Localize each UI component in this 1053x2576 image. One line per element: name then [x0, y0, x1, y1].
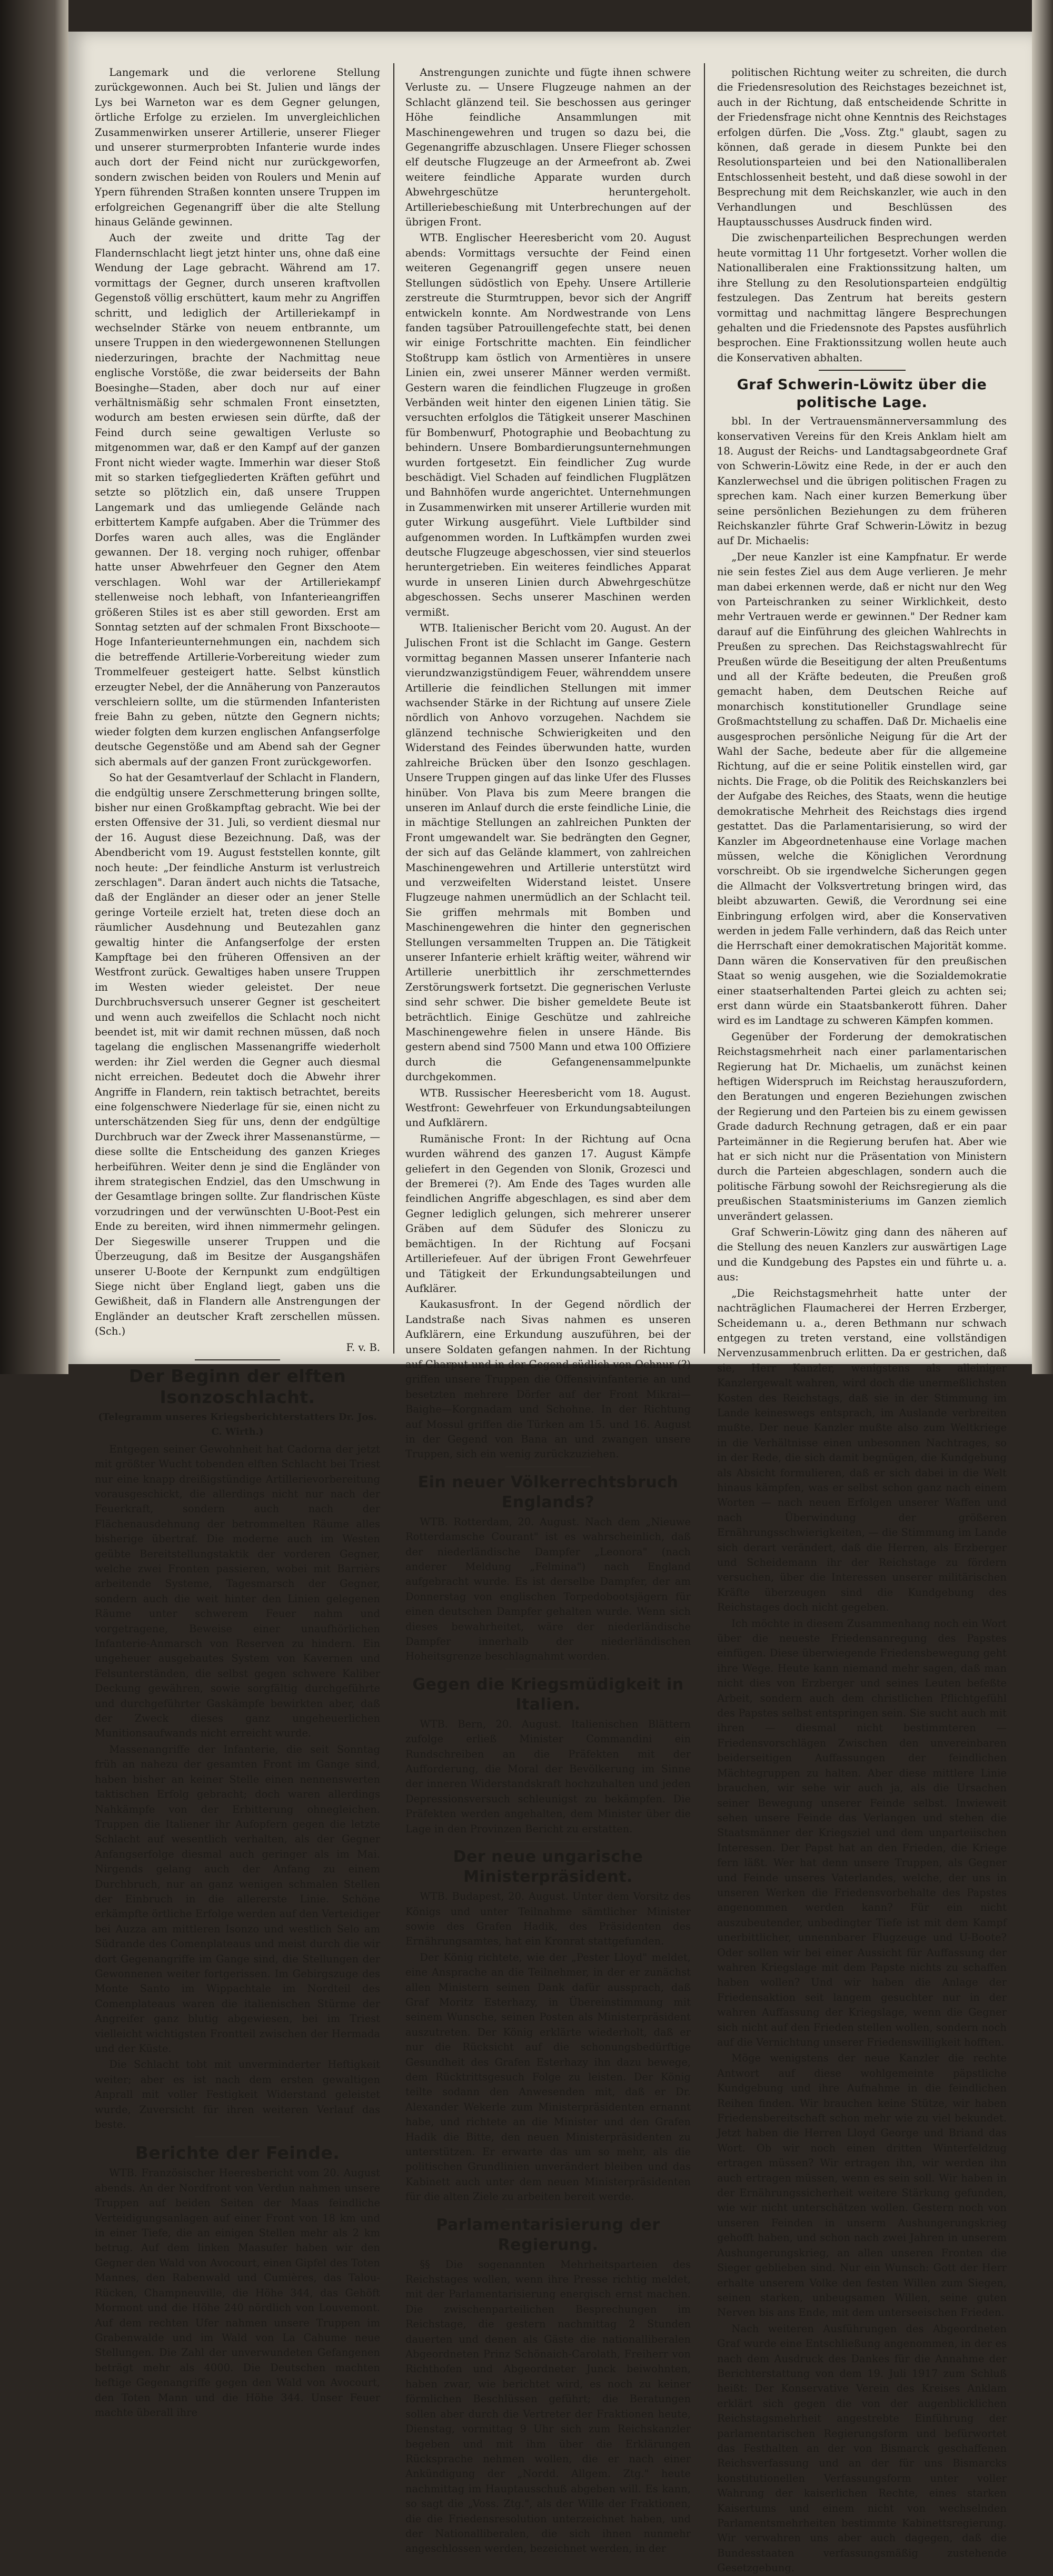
newspaper-page — [68, 32, 1032, 2574]
article-paragraph: WTB. Budapest, 20. August. Unter dem Vorsitz des Königs und unter Teilnahme sämtlicher Minister sowie des Grafen Hadik, des Präsidenten des Ernährungsamtes, hat ein Kronrat stattgefunden. — [405, 1890, 691, 1948]
headline-ministerpraesident: Der neue ungarische Ministerpräsident. — [453, 1848, 643, 1887]
article-signature: F. v. B. — [346, 1341, 380, 1354]
separator-line — [195, 2136, 281, 2137]
article-paragraph: politischen Richtung weiter zu schreiten, die durch die Friedensresolution des Reichstages bezeichnet ist, auch in der Richtung, daß entscheidende Schritte in der Friedensfrage nicht ohne Kenntnis des Reichstages erfolgen dürfen. Die „Voss. Ztg." glaubt, sagen zu können, daß gerade in diesem Punkte bei den Resolutionsparteien und bei den Nationalliberalen Entschlossenheit besteht, und daß diese sowohl in der Besprechung mit dem Reichskanzler, wie auch in den Verhandlungen und Beschlüssen des Hauptausschusses Ausdruck finden wird. — [717, 66, 1007, 229]
article-paragraph: Rumänische Front: In der Richtung auf Ocna wurden während des ganzen 17. August Kämpfe geliefert in den Gegenden von Slonik, Grozesci und der Bremerei (?). Am Ende des Tages wurden alle feindlichen Angriffe abgeschlagen, es sind aber dem Gegner lediglich gelungen, sich mehrerer unserer Gräben auf dem Südufer des Sloniczu zu bemächtigen. In der Richtung auf Focșani Artilleriefeuer. Auf der übrigen Front Gewehrfeuer und Tätigkeit der Erkundungsabteilungen und Aufklärer. — [405, 1132, 691, 1295]
article-paragraph: Die zwischenparteilichen Besprechungen werden heute vormittag 11 Uhr fortgesetzt. Vorher wollen die Nationalliberalen eine Fraktionssitzung halten, um ihre Stellung zu den Resolutionsparteien endgültig festzulegen. Das Zentrum hat bereits gestern vormittag und nachmittag längere Besprechungen gehalten und die Friedensnote des Papstes ausführlich besprochen. Eine Fraktionssitzung wollen heute auch die Konservativen abhalten. — [717, 232, 1007, 364]
separator-line — [819, 370, 906, 371]
article-paragraph: „Die Reichstagsmehrheit hatte unter der nachträglichen Flaumacherei der Herren Erzberger, Scheidemann u. a., deren Bethmann nur schwach entgegen zu treten verstand, eine vollständigen Nervenzusammenbruch erlitten. Da er gestrichen, daß sie, Herr Kanzler, wenigstens als alleiniger Kanzlergewalt wahren, wird doch die unermeßlichsten Kosten des Reichstags, daß sie in der Stimmung im Lande keineswegs entsprach, im Auslande verbreiten mußte. Der neue Kanzler mußte also zum Weltkriege in die Verhältnisse einen unbesonnen Nachtrages, so in der Rede, die sich damit begnügen, die Kundgebung als Absicht formulieren, daß er sich dabei in die Welt hinaus kämpfen, was er selbst schon ganz nach einem Worten — nach neuen Erfolgen unserer Waffen und nach Überwindung der größeren Ernährungsschwierigkeiten, — die Stimmung im Lande sich derart verändert, daß die Herren, als Erzberger und Scheidemann ihr der Reichstage zu fördern versuchen, über die Interessen unserer militärischen Kräfte überzeugen sind die Kundgebung des Reichstages doch nicht gegeben. — [717, 1287, 1007, 1614]
article-paragraph: Kaukasusfront. In der Gegend nördlich der Landstraße nach Sivas nahmen es unseren Aufklärern, eine Erkundung auszuführen, bei der unsere Soldaten gefangen nahmen. In der Richtung auf Charput und in der Gegend südlich von Ochnur (?) griffen unsere Truppen die Offensivinfanterie an und besetzten mehrere Dörfer auf der Front Mikrai—Baighe—Korgnadam und Schohne. In der Richtung auf Mossul griffen die Türken am 15. und 16. August in der Gegend von Bana an und zwangen unsere Truppen, sich ein wenig zurückzuziehen. — [405, 1298, 691, 1460]
column-rule — [393, 63, 394, 1354]
column-1 — [95, 65, 380, 2419]
article-paragraph: Die Schlacht tobt mit unverminderter Heftigkeit weiter; aber es ist nach dem ersten gewaltigen Anprall mit voller Festigkeit Widerstand geleistet wurde, Zuversicht für ihren weiteren Verlauf das beste. — [95, 2058, 380, 2131]
article-paragraph: Langemark und die verlorene Stellung zurückgewonnen. Auch bei St. Julien und längs der Lys bei Warneton war es dem Gegner gelungen, örtliche Erfolge zu erzielen. Im unvergleichlichen Zusammenwirken unserer Artillerie, unserer Flieger und unserer sturmerprobten Infanterie wurde indes auch dort der Feind nicht nur zurückgeworfen, sondern zwischen beiden von Roulers und Menin auf Ypern führenden Straßen konnten unsere Truppen im erfolgreichen Gegenangriff über die alte Stellung hinaus Gelände gewinnen. — [95, 66, 380, 229]
column-rule — [704, 63, 705, 1354]
article-paragraph: Anstrengungen zunichte und fügte ihnen schwere Verluste zu. — Unsere Flugzeuge nahmen an der Schlacht glänzend teil. Sie beschossen aus geringer Höhe feindliche Ansammlungen mit Maschinengewehren und trugen so dazu bei, die Gegenangriffe abzuschlagen. Unsere Flieger schossen elf deutsche Flugzeuge an der Armeefront ab. Zwei weitere feindliche Apparate wurden durch Abwehrgeschütze heruntergeholt. Artilleriebeschießung mit Unterbrechungen auf der übrigen Front. — [405, 66, 691, 229]
headline-kriegsmuedigkeit: Gegen die Kriegsmüdigkeit in Italien. — [412, 1675, 684, 1714]
article-paragraph: Ich möchte in diesem Zusammenhang noch ein Wort über die neueste Friedensanregung des Papstes einfügen. Diese überwiegende Friedensbewegung geht ihre Wege. Heute kann niemand mehr sagen, daß man nicht dies von Erzberger und seines Leuten befeßte Arbeit, sondern auch dem christlichen Pflichtgefühl des Papstes selbst entspringen sein. Sie sucht auch mit ihren — diesmal nicht bestimmteren — Friedensvorschlägen Zwischen den unvereinbaren beiderseitigen Auffassungen der feindlichen Mächtegruppen zu halten. Aber diese mittlere Linie brauchen, wir sehe wir auch ja, als die Ursachen seiner Bewegung unserer Feinde selbst. Inwieweit sehen unsere Feinde das Verlangen und stehen die Staatsmänner der Kriegsziel und dem unparteiischen Interessen. Der Papst hat an den Frieden, die Kriege fern läßt. Wer hat denn unsere Truppen, als Gegner und Feinde unseres Vaterlandes, welche, der uns in unseren Werken die Friedensvorbehalte des Papstes angenommen werden kann? Für ein nicht auszubeutender, unbedingter Tiefe ist mit dem Kampf unerbittlicher, unnennbarer Flugzeuge und U-Boote? Oder sollen wir bei einer Aussicht für Auffassung der wahren Kriegslage mit dem Papste nichts zu schaffen haben wollen? Und wir haben die Anlage der Friedensaktion seit langem gesuchter nur in der wahren Auffassung der Kriegslage, wenn die Gegner sich nicht auf den Frieden stellen wollen, sondern noch auf die Vernichtung unserer Friedenswilligkeit hofften. — [717, 1617, 1007, 2048]
article-paragraph: WTB. Rotterdam, 20. August. Nach dem „Nieuwe Rotterdamsche Courant" ist es wahrscheinlich, daß der niederländische Dampfer „Leonora" (nach anderer Meldung „Felmina") nach England aufgebracht wurde. Es ist derselbe Dampfer, der am Donnerstag von englischen Torpedobootsjägern für einen deutschen Dampfer gehalten wurde. Wenn sich dieses bewahrheitet, wäre der niederländische Dampfer innerhalb der niederländischen Hoheitsgrenze beschlagnahmt worden. — [405, 1515, 691, 1663]
article-paragraph: WTB. Bern, 20. August. Italienischen Blättern zufolge erließ Minister Commandini ein Rundschreiben an die Präfekten mit der Aufforderung, die Moral der Bevölkerung im Sinne der inneren Widerstandskraft hochzuhalten und jeden Depressionsversuch schleunigst zu bekämpfen. Die Präfekten werden angehalten, dem Minister über die Lage in den Provinzen Bericht zu erstatten. — [405, 1718, 691, 1835]
article-paragraph: §§ Die sogenannten Mehrheitsparteien des Reichstages wollen, wenn ihre Presse richtig meldet, mit der Parlamentarisierung energisch ernst machen. Die zwischenparteilichen Besprechungen im Reichstage, die gestern nachmittag 2 Stunden dauerten und denen als Gäste die nationalliberalen Abgeordneten Prinz Schönaich-Carolath, Freiherr von Richthofen und Abgeordneter Junck beiwohnten, haben zwar, wie berichtet wird, es noch zu keiner förmlichen Beschlüssen geführt; die Beratungen sollen aber durch die Vertreter der Fraktionen heute, Dienstag, vormittag 9 Uhr sich zum Reichskanzler begeben und mit ihm über die Erklärungen Rücksprache nehmen wollen, die er nach einer Ankündigung der „Nordd. Allgem. Ztg." heute nachmittag im Hauptausschuß abgeben will. Es kann, so sagt die „Voss. Ztg.", als der Wille der Fraktionen, die die Friedensresolution unterzeichnet haben, und der Nationalliberalen, die sich ihnen nunmehr angeschlossen werden, bezeichnet werden, in der — [405, 2258, 691, 2555]
article-paragraph: WTB. Russischer Heeresbericht vom 18. August. Westfront: Gewehrfeuer von Erkundungsabteilungen und Aufklärern. — [405, 1087, 691, 1129]
column-3 — [717, 65, 1007, 2574]
article-paragraph: WTB. Französischer Heeresbericht vom 20. August abends. An der Nordfront von Verdun nahmen unsere Truppen auf beiden Seiten der Maas feindliche Verteidigungsanlagen auf einer Front von 18 km und in einer Tiefe, die an einigen Stellen mehr als 2 km betrug. Auf dem linken Maasufer haben wir den Gegner den Wald von Avocourt, einen Gipfel des Toten Mannes, den Rabenwald und Cumières, das Talou-Rücken, Champneuville, die Höhe 344, das Gehöft Mormont und die Höhe 240 nördlich von Louvemont. Auf dem rechten Ufer nahmen unsere Truppen im Grabenwalde und im Wald von La Cahume neue Stellungen. Die Zahl der unverwundeten Gefangenen beträgt mehr als 4000. Die Deutschen machten heftige Gegenangriffe gegen den Wald von Avocourt, den Toten Mann und die Höhe 344. Unser Feuer machte überall ihre — [95, 2167, 380, 2419]
separator-line — [505, 1466, 591, 1467]
article-paragraph: WTB. Englischer Heeresbericht vom 20. August abends: Vormittags versuchte der Feind einen weiteren Gegenangriff gegen unsere neuen Stellungen südöstlich von Epehy. Unsere Artillerie zerstreute die Sturmtruppen, bevor sich der Angriff entwickeln konnte. Am Nordwestrande von Lens fanden tagsüber Patrouillengefechte statt, bei denen wir einige Fortschritte machten. Ein feindlicher Stoßtrupp kam östlich von Armentières in unsere Linien ein, zwei unserer Männer werden vermißt. Gestern waren die feindlichen Flugzeuge in großen Verbänden weit hinter den eigenen Linien tätig. Sie versuchten erfolglos die Tätigkeit unserer Maschinen für Bombenwurf, Photographie und Beobachtung zu behindern. Unsere Bombardierungsunternehmungen wurden fortgesetzt. Ein feindlicher Zug wurde beschädigt. Viel Schaden auf feindlichen Flugplätzen und Bahnhöfen wurde angerichtet. Unternehmungen in Zusammenwirken mit unserer Artillerie wurden mit guter Wirkung ausgeführt. Viele Luftbilder sind aufgenommen worden. In Luftkämpfen wurden zwei deutsche Flugzeuge abgeschossen, vier sind steuerlos heruntergetrieben. Ein weiteres feindliches Apparat wurde in unseren Linien durch Abwehrgeschütze abgeschossen. Sechs unserer Maschinen werden vermißt. — [405, 232, 691, 618]
article-paragraph: „Der neue Kanzler ist eine Kampfnatur. Er werde nie sein festes Ziel aus dem Auge verlieren. Je mehr man dabei erkennen werde, daß er nicht nur den Weg von Parteischranken zu seiner Wirklichkeit, desto mehr Vertrauen werde er gewinnen." Der Redner kam darauf auf die Einführung des gleichen Wahlrechts in Preußen zu sprechen. Das Reichstagswahlrecht für Preußen würde die Beseitigung der alten Preußentums und all der Kräfte bedeuten, die Preußen groß gemacht haben, dem Deutschen Reiche auf monarchisch konstitutioneller Grundlage seine Großmachtstellung zu schaffen. Daß Dr. Michaelis eine ausgesprochen persönliche Neigung für die Art der Wahl der Sache, bedeute aber für die allgemeine Richtung, auf die er seine Politik einstellen wird, gar nichts. Die Frage, ob die Politik des Reichskanzlers bei der Aufgabe des Reiches, des Staats, wenn die heutige demokratische Mehrheit des Reichstags dies irgend gestattet. Das die Parlamentarisierung, so wird der Kanzler im Abgeordnetenhause eine Vorlage machen müssen, welche die Königlichen Verordnung vorschreibt. Ob sie irgendwelche Sicherungen gegen die Allmacht der Volksvertretung bringen wird, das bleibt abzuwarten. Gewiß, die Verordnung sei eine Einbringung erfolgen wird, aber die Konservativen werden in jedem Falle verhindern, daß das Reich unter die Herrschaft einer demokratischen Majorität komme. Dann wären die Konservativen für den preußischen Staat so wenig ausgehen, wie die Sozialdemokratie einer staatserhaltenden Partei gleich zu achten sei; erst dann würde ein Staatsbankerott führen. Daher wird es im Landtage zu schweren Kämpfen kommen. — [717, 550, 1007, 1027]
separator-line — [505, 1669, 591, 1670]
column-2 — [405, 65, 691, 2555]
article-paragraph: Der König richtete, wie der „Pester Lloyd" meldet, eine Ansprache an die Teilnehmer, in der er zunächst allen Ministern seinen Dank dafür aussprach, daß Graf Moritz Esterhazy, in Übereinstimmung mit seinem Wunsche, seinen Posten als Ministerpräsident auszutreten. Der König erklärte wiederholt, daß er nur die Rücksicht auf die schonungsbedürftige Gesundheit des Grafen Esterhazy ihn dazu bewege, dem Rücktrittsgesuch Folge zu leisten. Der König teilte sodann den Anwesenden mit, daß er Dr. Alexander Wekerle zum Ministerpräsidenten ernannt habe, und richtete an die Minister und den Grafen Hadik die Bitte, den neuen Ministerpräsidenten zu unterstützen. Er erwarte das um so mehr, als die politischen Grundlinien unverändert bleiben und das Kabinett auch unter dem neuen Ministerpräsidenten für die alten Ziele zu arbeiten bereit werde. — [405, 1951, 691, 2203]
article-paragraph: So hat der Gesamtverlauf der Schlacht in Flandern, die endgültig unsere Zerschmetterung bringen sollte, bisher nur einen Großkampftag gebracht. Wie bei der ersten Offensive der 31. Juli, so verdient diesmal nur der 16. August diese Bezeichnung. Daß, was der Abendbericht vom 19. August feststellen konnte, gilt noch heute: „Der feindliche Ansturm ist verlustreich zerschlagen". Daran ändert auch nichts die Tatsache, daß der Engländer an dieser oder an jener Stelle geringe Vorteile erzielt hat, treten diese doch an räumlicher Ausdehnung und Beutezahlen ganz gewaltig hinter die Anfangserfolge der ersten Kampftage bei den früheren Offensiven an der Westfront zurück. Gewaltiges haben unsere Truppen im Westen wieder geleistet. Der neue Durchbruchsversuch unserer Gegner ist gescheitert und wenn auch zweifellos die Schlacht noch nicht beendet ist, mit wir damit rechnen müssen, daß noch tagelang die englischen Massenangriffe wiederholt werden: ihr Ziel werden die Gegner auch diesmal nicht erreichen. Bedeutet doch die Abwehr ihrer Angriffe in Flandern, rein taktisch betrachtet, bereits eine folgenschwere Niederlage für sie, einen nicht zu unterschätzenden Sieg für uns, denn der endgültige Durchbruch war der Zweck ihrer Massenanstürme, — diese sollte die Entscheidung des ganzen Krieges herbeiführen. Weiter denn je sind die Engländer von ihrem strategischen Endziel, das den Umschwung in der Gesamtlage bringen sollte. Zur flandrischen Küste vorzudringen und der verwünschten U-Boot-Pest ein Ende zu bereiten, wird ihnen nimmermehr gelingen. Der Siegeswille unserer Truppen und die Überzeugung, daß im Besitze der Ausgangshäfen unserer U-Boote der Kernpunkt zum endgültigen Siege nicht über England liegt, gaben uns die Gewißheit, daß in Flandern alle Anstrengungen der Engländer an deutscher Kraft zerschellen müssen. (Sch.) — [95, 772, 380, 1338]
headline-berichte: Berichte der Feinde. — [135, 2143, 340, 2164]
separator-line — [195, 1359, 281, 1360]
article-paragraph: Massenangriffe der Infanterie, die seit Sonntag früh an nahezu der gesamten Front im Gange sind, haben bisher an keiner Stelle einen nennenswerten taktischen Erfolg gebracht; doch waren allerdings Nahkämpfe von der Erbitterung ohnegleichen. Truppen die Italiener ihr Aufopfern gegen die letzte Schlacht auf wesentlich verhalten, als der Gegner Anfangserfolge diesmal auch geringer als im Mai. Nirgends gelang auch der Anfang zu einem Durchbruch, nur an ganz wenigen schmalen Stellen der Einbruch in die allererste Linie. Schöne erkämpfte örtliche Erfolge werden auf den Verteidiger bei Auzza am mittleren Isonzo und westlich Selo am Südrande des Comenplateaus und meist durch die wir dort Gegenangriffe im Gange sind, die Stellungen der Gewonnenen weiter fortgerissen. Im Gebirgszuge des Monte Santo im Wippachtale im Nordteil des Comenplateaus waren die italienischen Stürme der Angreifer ganz blutig abgewiesen, bei im Triest vielleicht wichtigsten Frontteil zwischen der Hermada und der Küste. — [95, 1743, 380, 2055]
book-binding-edge — [0, 0, 68, 1374]
article-paragraph: WTB. Italienischer Bericht vom 20. August. An der Julischen Front ist die Schlacht im Gange. Gestern vormittag begannen Massen unserer Infanterie nach vierundzwanzigstündigem Feuer, währenddem unsere Artillerie die feindlichen Stellungen mit immer wachsender Stärke in der Richtung auf unsere Ziele nördlich von Anhovo vorzugehen. Nachdem sie glänzend technische Schwierigkeiten und den Widerstand des Feindes überwunden hatte, wurden zahlreiche Brücken über den Isonzo geschlagen. Unsere Truppen gingen auf das linke Ufer des Flusses hinüber. Von Plava bis zum Meere brangen die unseren im Anlauf durch die erste feindliche Linie, die in mächtige Stellungen an zahlreichen Punkten der Front umgewandelt war. Sie bedrängten den Gegner, der sich auf das Gelände klammert, von zahlreichen Maschinengewehren und Artillerie unterstützt wird und verzweifelten Widerstand leistet. Unsere Flugzeuge nahmen unermüdlich an der Schlacht teil. Sie griffen mehrmals mit Bomben und Maschinengewehren die hinter den gegnerischen Stellungen versammelten Truppen an. Die Tätigkeit unserer Infanterie erhielt kräftig weiter, während wir Artillerie unerbittlich ihr zerschmetterndes Zerstörungswerk fortsetzt. Die gegnerischen Verluste sind sehr schwer. Die bisher gemeldete Beute ist beträchtlich. Einige Geschütze und zahlreiche Maschinengewehre fielen in unsere Hände. Bis gestern abend sind 7500 Mann und etwa 100 Offiziere durch die Gefangenensammelpunkte durchgekommen. — [405, 622, 691, 1083]
article-paragraph: Nach weiteren Ausführungen des Abgeordneten Graf wurde eine Entschließung angenommen, in der es nach dem Ausdruck des Dankes für die Annahme der Berichterstattung von dem 19. Juli 1917 zum Schluß heißt: Der Konservative Verein des Kreises Anklam erklärt sich gegen die von der augenblicklichen Reichstagsmehrheit angestrebte Einführung der parlamentarischen Regierungsform und befürwortet das Festhalten an der von Bismarck geschaffenen Reichsverfassung und an der für uns Bismarcks konstitutionellen Verfassungsform unter voller Wahrung der kaiserlichen Rechte, eines starken Kaisertums und einem nicht von wechselnden Parlamentsmehrheiten bestimmte Kabinettsregierung. Wir verwahren uns aber auch dagegen, daß die Bundesstaaten verfassungsmäßig zustehende Gesetzgebung. — [717, 2322, 1007, 2574]
headline-parlamentarisierung: Parlamentarisierung der Regierung. — [436, 2215, 660, 2254]
headline-voelkerrechtsbruch: Ein neuer Völkerrechtsbruch Englands? — [418, 1473, 679, 1512]
separator-line — [505, 1841, 591, 1842]
separator-line — [505, 2209, 591, 2210]
subheadline-telegram: (Telegramm unseres Kriegsberichterstatters Dr. Jos. C. Wirth.) — [98, 1411, 377, 1438]
article-paragraph: bbl. In der Vertrauensmännerversammlung des konservativen Vereins für den Kreis Anklam hielt am 18. August der Reichs- und Landtagsabgeordnete Graf von Schwerin-Löwitz eine Rede, in der er auch den Kanzlerwechsel und die übrigen politischen Fragen zu sprechen kam. Nach einer kurzen Bemerkung über seine persönlichen Beziehungen zu dem früheren Reichskanzler führte Graf Schwerin-Löwitz in bezug auf Dr. Michaelis: — [717, 415, 1007, 547]
article-paragraph: Auch der zweite und dritte Tag der Flandernschlacht liegt jetzt hinter uns, ohne daß eine Wendung der Lage gebracht. Während am 17. vormittags der Gegner, durch unseren kraftvollen Gegenstoß völlig erschüttert, kaum mehr zu Angriffen schritt, und lediglich der Artilleriekampf in wechselnder Stärke von neuem entbrannte, um unsere Truppen in den wiedergewonnenen Stellungen niederzuringen, brachte der Nachmittag neue englische Vorstöße, die zwar beiderseits der Bahn Boesinghe—Staden, aber doch nur auf einer verhältnismäßig sehr schmalen Front einsetzten, wodurch am besten erwiesen sein dürfte, daß der Feind durch seine gewaltigen Verluste so mitgenommen war, daß er den Kampf auf der ganzen Front nicht wieder wagte. Immerhin war dieser Stoß mit so starken tiefgegliederten Kräften geführt und setzte so plötzlich ein, daß unsere Truppen Langemark und das umliegende Gelände nach erbittertem Kampfe aufgaben. Aber die Trümmer des Dorfes waren auch alles, was die Engländer gewannen. Der 18. verging noch ruhiger, offenbar hatte unser Abwehrfeuer den Gegner den Atem verschlagen. Wohl war der Artilleriekampf stellenweise noch lebhaft, von Infanterieangriffen größeren Stiles ist es aber still geworden. Erst am Sonntag setzten auf der schmalen Front Bixschoote—Hoge Infanterieunternehmungen ein, nachdem sich die betreffende Artillerie-Vorbereitung wieder zum Trommelfeuer gesteigert hatte. Selbst künstlich erzeugter Nebel, der die Annäherung von Panzerautos verschleiern sollte, um die stürmenden Infanteristen freie Bahn zu geben, nützte den Gegnern nichts; wieder folgten dem kurzen englischen Anfangserfolge deutsche Gegenstöße und am Abend sah der Gegner sich abermals auf der ganzen Front zurückgeworfen. — [95, 232, 380, 768]
headline-isonzo: Der Beginn der elften Isonzoschlacht. — [128, 1365, 346, 1407]
article-paragraph: Gegenüber der Forderung der demokratischen Reichstagsmehrheit nach einer parlamentarischen Regierung hat Dr. Michaelis, um zunächst keinen heftigen Widerspruch im Reichstag herauszufordern, den Beratungen und engeren Beziehungen zwischen der Regierung und den Parteien bis zu einem gewissen Grade dadurch Rechnung getragen, daß er ein paar Parteimänner in die Regierung berufen hat. Aber wie hat er sich nicht nur die Präsentation von Ministern durch die Parteien abgeschlagen, sondern auch die politische Färbung sowohl der Reichsregierung als die preußischen Staatsministeriums im Ganzen ziemlich unverändert gelassen. — [717, 1030, 1007, 1222]
page-right-edge — [1032, 0, 1053, 1374]
headline-schwerin-loewitz: Graf Schwerin-Löwitz über die politische Lage. — [737, 377, 987, 411]
article-paragraph: Graf Schwerin-Löwitz ging dann des näheren auf die Stellung des neuen Kanzlers zur auswärtigen Lage und die Kundgebung des Papstes ein und führte u. a. aus: — [717, 1226, 1007, 1284]
article-paragraph: Entgegen seiner Gewohnheit hat Cadorna der jetzt mit größter Wucht tobenden elften Schlacht bei Triest nur eine knapp dreißigstündige Artillerievorbereitung vorausgeschickt, die allerdings nicht nur nach der Feuerkraft, sondern auch nach der Flächenausdehnung der betrommelten Räume alles bisherige übertraf. Die moderne auch im Westen geübte Bereitstellungstaktik der vorderen Gegner, welche zwei Fronten passieren, wobei mit Barrièrs arbeitende Systeme, Tagesmarsch der Gegner, sondern auch die weit hinter den Linien gelegenen Räume unter schwerem Feuer nahm und vorgetragene, Beweise einer unaufhörlichen Infanterie-Anmarsch von Reserven zu hindern. Ein ungeheuer ausgebautes System von Kavernen und Felsunterständen, die selbst gegen schwere Kaliber Deckung gewähren, sowie sorgfältig durchgeführte und durchgeführter Gaskämpfe bewirkten aber, daß der Zweck dieses ganz ungeheuerlichen Munitionsaufwands nicht erreicht wurde. — [95, 1443, 380, 1740]
article-paragraph: Möge wenigstens der neue Kanzler die rechte Antwort auf diese wohlgemeinte päpstliche Kundgebung und ihre Aufnahme in die feindlichen Reihen finden. Wir brauchen keine Stütze, wir haben Friedensbereitschaft schon mehr wie zu viel bekundet. Jetzt haben die Herren Lloyd George und Briand das Wort. Ob wir noch einen dritten Winterfeldzug ertragen müssen? Wir ertragen ihn, wir werden ihn auch ertragen müssen, wenn es sein soll. Wir haben in der Ernährungssicherheit weitere Stärkung gefunden, wie wir nicht unterschätzen wollen. Gestern noch von unseren Feinden in unserm Aushungerungskrieg gehofft haben, und schon nach zwei Jahren in unserem Aushungerungskrieg, an allen unseren Fronten die Sieger geblieben sind. Nur ein Wunsch: Gott der Herr erhalte unserem Volke den festen Willen zum Siegen, seinen starken, unbeugsamen Willen, seine guten Nerven bis ans Ende, mit dem unterseeischen Frieden. — [717, 2052, 1007, 2319]
